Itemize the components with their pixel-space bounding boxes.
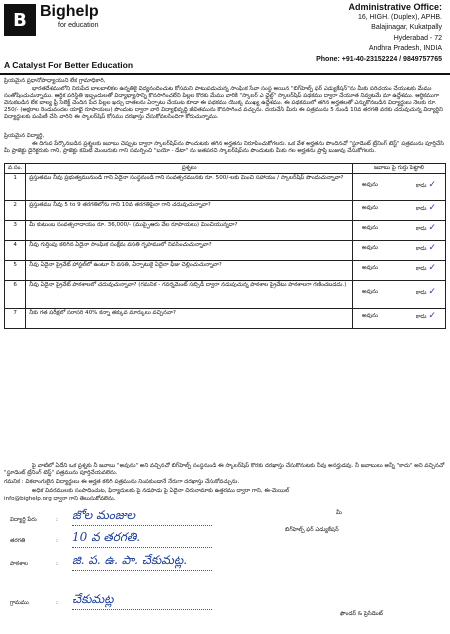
answer-yes[interactable]: అవును xyxy=(362,182,378,188)
office-line: 16, HIGH. (Duplex), APHB. xyxy=(357,13,442,21)
greeting-headmaster: ప్రియమైన ప్రధానోపాధ్యాయుని లేక గ్రామాధికారి, xyxy=(4,78,106,84)
instructions-paragraph: ఈ దిగువ పేర్కొనబడిన ప్రశ్నలకు జవాబు చెప్పుట ద్వారా స్కాలర్‌షిప్‌ను పొందుటకు తగిన అర్హతను నిరూపించుకోగలరు. ఒక వేళ అర్హతను పొందినచో "స్టూడెంట్ ట్రేనింగ్ టెస్ట్" పత్రమును పూర్తిచేసి మీ ప్రాజెక్టు డైరెక్టరుకు గాని, ప్రాజెక్టు కమిటీ మెంబరుకు గాని సమర్పించి "బయో - డేటా" ను జతపరచి స్కాలర్‌షిప్‌ను పొందుటకు మీకు గల అర్హతను ప్రాప్తి బుజువు చేసుకోగలరు. xyxy=(4,141,444,155)
row-number: 2 xyxy=(5,201,26,221)
answer-yes[interactable]: అవును xyxy=(362,225,378,231)
eligibility-note: పై వాటిలో ఏదేని ఒక ప్రశ్నకు నీ జవాబు "అవును" అని వచ్చినచో బిగ్‌హెల్ప్ సంస్థనుండి ఈ స్కాలర్‌షిప్ కొరకు దరఖాస్తు చేసుకొనుటకు నీవు అనర్హుడవు. నీ జవాబులు అన్నీ "కాదు" అని వచ్చినచో "స్టూడెంట్ ట్రేనింగ్ టెస్ట్" పత్రమును పూర్తిచేయవలెను. xyxy=(4,463,445,477)
table-row xyxy=(5,281,446,309)
disability-note: గమనిక : వికలాంగులైన విద్యార్థులు ఈ అర్హత కలిగి పత్రమును నింపకుండానే నేరుగా దరఖాస్తు చేసుకోవచ్చును. xyxy=(4,479,240,485)
village-value[interactable]: చేకుమట్ల xyxy=(72,592,212,610)
answer-yes[interactable]: అవును xyxy=(362,289,378,295)
row-answer xyxy=(353,221,446,241)
row-number: 7 xyxy=(5,309,26,329)
checkmark-icon: ✓ xyxy=(428,263,436,273)
row-question: నీవు గుర్తింపు కలిగిన ఏదైనా సాంఘిక సంక్షేమ వసతి గృహములో నివసించుచున్నావా? xyxy=(26,241,353,261)
header-answer: జవాబు పై గుర్తు పెట్టాలి xyxy=(353,164,446,174)
row-number: 3 xyxy=(5,221,26,241)
org-name: Bighelp xyxy=(40,3,99,20)
checkmark-icon: ✓ xyxy=(428,243,436,253)
answer-yes[interactable]: అవును xyxy=(362,265,378,271)
table-row xyxy=(5,221,446,241)
office-line: Balajinagar, Kukatpally xyxy=(371,24,442,32)
row-number: 5 xyxy=(5,261,26,281)
organization-signature: బిగ్‌హెల్ప్ ఫర్ ఎడ్యుకేషన్ xyxy=(285,527,339,533)
checkmark-icon: ✓ xyxy=(428,180,436,190)
intro-paragraph: భారతదేశములోని నిరుపేద బాలబాలికల ఉన్నతికై విద్యనందించుట కోసమని పాటుపడుచున్న సాంఘిక సేవా సంస్థ అయిన "బిగ్‌హెల్ప్ ఫర్ ఎడ్యుకేషన్"ను మీకు పరిచయం చేయుటకు మేము సంతోషించుచున్నాము. ఆర్థిక పరిస్థితి ఇబ్బందులతో విద్యాభ్యాసాన్ని కొనసాగించలేని పిల్లల కొరకు మేము వారికి "స్కాలర్ ఎ ఛైల్డ్" స్కాలర్‌షిప్ పథకము ద్వారా చేయూత నివ్వటమే మా ఉద్దేశము. ఆర్థికముగా వెనుకబడిన లేక బాల్య ఫ్రీ సెలెక్ట్ చెందిన పేద పిల్లల ఖర్చు దాతలను ఏర్పాటు చేయుట కూడా ఈ పథకము యొక్క ముఖ్య ఉద్దేశము. ఈ పథకములో తగిన అర్హతలతో ఎన్నుకొనబడిన విద్యార్థులు నెలకు రూ. 250/- (అక్షరాల రెండువందల యాభై రూపాయలు) పొందుట ద్వారా వారి విద్యాభివృద్ధి జీవితమును కొనసాగించ వచ్చును. దయచేసి మీరు ఈ పత్రమును 5 నుండి 10వ తరగతి వరకు చదువుచున్న విద్యార్థిని విద్యార్థులకు పంపిణీ చేసి వారిని ఈ స్కాలర్‌షిప్ కోసము దరఖాస్తు చేసుకోవలసిందిగా కోరుచున్నాము. xyxy=(4,86,443,121)
table-row xyxy=(5,174,446,201)
office-line: Andhra Pradesh, INDIA xyxy=(368,45,442,53)
answer-no[interactable]: కాదు ✓ xyxy=(415,223,436,233)
table-row xyxy=(5,261,446,281)
answer-no[interactable]: కాదు ✓ xyxy=(415,203,436,213)
answer-no[interactable]: కాదు ✓ xyxy=(415,287,436,297)
org-subtitle: for education xyxy=(58,22,99,29)
office-phone: Phone: +91-40-23152224 / 9849757765 xyxy=(316,55,442,63)
field-colon: : xyxy=(56,517,58,523)
student-name-label: విద్యార్థి పేరు xyxy=(10,517,37,523)
header-number: వ.సం. xyxy=(5,164,26,174)
contact-note: అధిక వివరములకు సంపాదించుట, ఫిర్యాదులకు పై నడపాడు పై ఏదైనా చిరునామాకు ఉత్తరము ద్వారా గాని, ఈ-మెయిల్ xyxy=(32,488,290,494)
greeting-student: ప్రియమైన విద్యార్థి, xyxy=(4,133,45,139)
answer-yes[interactable]: అవును xyxy=(362,313,378,319)
answer-no[interactable]: కాదు ✓ xyxy=(415,311,436,321)
row-answer xyxy=(353,261,446,281)
row-answer xyxy=(353,174,446,201)
checkmark-icon: ✓ xyxy=(428,311,436,321)
eligibility-table xyxy=(4,163,446,329)
checkmark-icon: ✓ xyxy=(428,223,436,233)
answer-no[interactable]: కాదు ✓ xyxy=(415,243,436,253)
answer-no[interactable]: కాదు ✓ xyxy=(415,263,436,273)
field-colon: : xyxy=(56,561,58,567)
row-question: ప్రస్తుతము నీవు 5 to 9 తరగతిలోను గాని 10వ తరగతిపైనా గాని చదువుచున్నావా? xyxy=(26,201,353,221)
field-colon: : xyxy=(56,600,58,606)
row-question: నీకు గత పరీక్షలో సరాసరి 40% కన్నా తక్కువ మార్కులు వచ్చినవా? xyxy=(26,309,353,329)
checkmark-icon: ✓ xyxy=(428,287,436,297)
answer-yes[interactable]: అవును xyxy=(362,245,378,251)
school-label: పాఠశాల xyxy=(10,561,28,567)
row-number: 4 xyxy=(5,241,26,261)
row-answer xyxy=(353,241,446,261)
checkmark-icon: ✓ xyxy=(428,203,436,213)
row-answer xyxy=(353,281,446,309)
row-answer xyxy=(353,201,446,221)
class-label: తరగతి xyxy=(10,538,26,544)
header-divider xyxy=(0,73,450,75)
answer-no[interactable]: కాదు ✓ xyxy=(415,180,436,190)
header-question: ప్రశ్నలు xyxy=(26,164,353,174)
contact-email-note: info@bighelp.org ద్వారా గాని తెలుసుకోవలెను. xyxy=(4,496,116,502)
table-row xyxy=(5,241,446,261)
row-answer xyxy=(353,309,446,329)
table-header-row xyxy=(5,164,446,174)
answer-yes[interactable]: అవును xyxy=(362,205,378,211)
village-label: గ్రామము xyxy=(10,600,29,606)
row-number: 1 xyxy=(5,174,26,201)
book-logo-icon: B xyxy=(4,4,36,36)
office-address xyxy=(292,2,442,66)
row-question: మీ కుటుంబ సంవత్సరాదాయం రూ. 36,000/- (ముప్పైఆరు వేల రూపాయలు) మించియున్నదా? xyxy=(26,221,353,241)
class-value[interactable]: 10 వ తరగతి. xyxy=(72,530,212,548)
row-question: నీవు ఏదైనా ప్రైవేట్ పాఠశాలలో చదువుచున్నావా? (గమనిక - గవర్నమెంట్ సబ్సిడీ ద్వారా నడుపుచున్న పాఠశాల ప్రైవేటు పాఠశాలగా గణించబడదు.) xyxy=(26,281,353,309)
school-value[interactable]: జి. ప. ఉ. పా. చేకుమట్ల. xyxy=(72,553,212,571)
office-line: Hyderabad - 72 xyxy=(393,34,442,42)
table-row xyxy=(5,309,446,329)
org-tagline: A Catalyst For Better Education xyxy=(4,60,134,70)
table-row xyxy=(5,201,446,221)
yours-label: మీ xyxy=(336,510,342,516)
row-question: ప్రస్తుతము నీవు ప్రభుత్వమునుండి గాని ఏదైనా సంస్థనుండి గాని సంవత్సరమునకు రూ. 500/-లకు మించి సహాయం / స్కాలర్‌షిప్ పొందుచున్నావా? xyxy=(26,174,353,201)
founder-title: ఫౌండర్ & ప్రెసిడెంట్ xyxy=(340,611,383,617)
row-question: నీవు ఏదైనా ప్రైవేట్ హాస్టల్‌లో ఉంటూ నీ వసతి, ఏర్పాటుకై ఏదైనా ఫీజు చెల్లించుచున్నావా? xyxy=(26,261,353,281)
row-number: 6 xyxy=(5,281,26,309)
field-colon: : xyxy=(56,538,58,544)
office-heading: Administrative Office: xyxy=(348,2,442,12)
student-name-value[interactable]: జోల మంజుల xyxy=(72,508,212,526)
